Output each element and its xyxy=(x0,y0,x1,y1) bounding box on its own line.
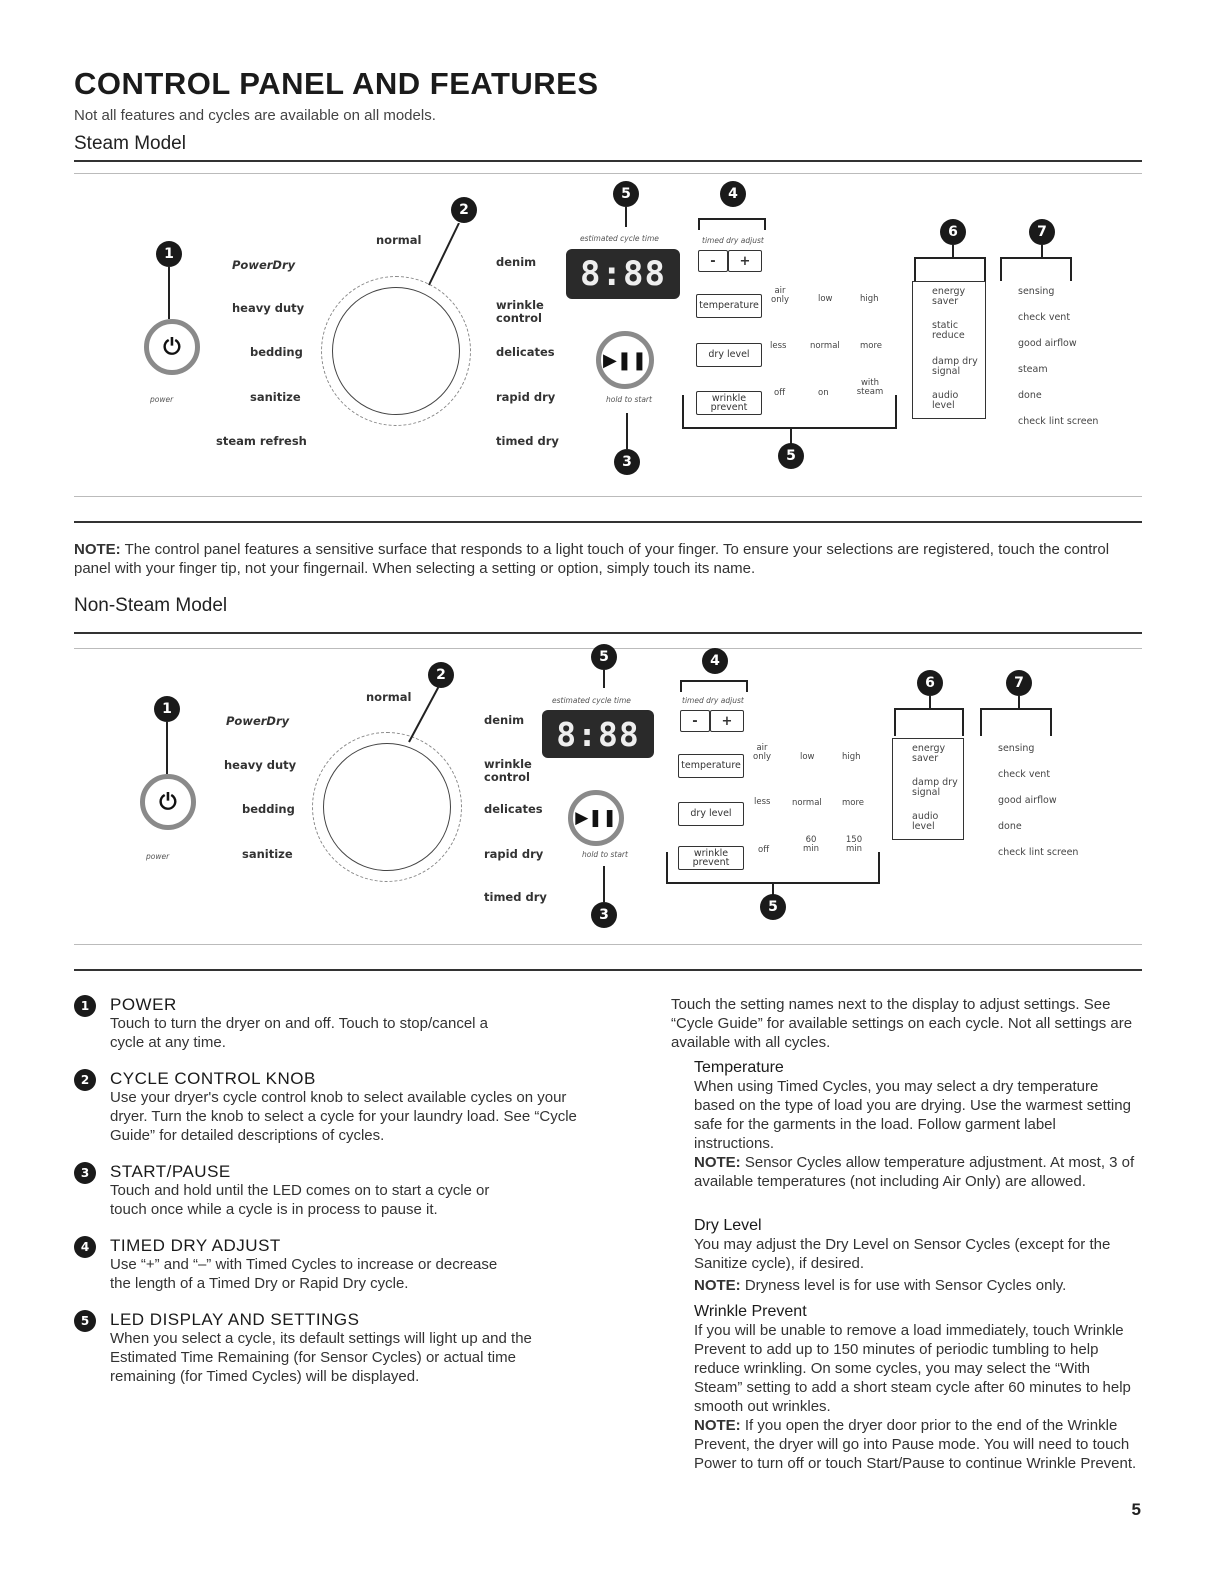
option-damp-dry-signal[interactable]: damp dry signal xyxy=(912,777,958,798)
dry-level-heading: Dry Level xyxy=(694,1217,762,1234)
callout-badge-5: 5 xyxy=(760,894,786,920)
status-check-vent: check vent xyxy=(998,769,1051,780)
callout-line xyxy=(764,218,766,230)
power-button[interactable] xyxy=(144,319,200,375)
cycle-wrinkle-control[interactable]: wrinkle control xyxy=(484,757,532,784)
status-check-lint-screen: check lint screen xyxy=(998,847,1079,858)
start-caption: hold to start xyxy=(606,395,652,404)
feature-text: Touch and hold until the LED comes on to start a cycle or touch once while a cycle is in process to pause it. xyxy=(110,1182,490,1218)
wrinkle-option-on[interactable]: on xyxy=(818,388,829,398)
callout-badge-5: 5 xyxy=(778,443,804,469)
option-energy-saver[interactable]: energy saver xyxy=(912,743,946,764)
timed-dry-caption: timed dry adjust xyxy=(702,236,764,245)
dry-option-less[interactable]: less xyxy=(770,341,787,351)
timed-dry-minus-button[interactable]: - xyxy=(698,250,728,272)
feature-number-badge: 1 xyxy=(74,995,96,1017)
timed-dry-plus-button[interactable]: + xyxy=(728,250,762,272)
feature-led-display xyxy=(74,1310,594,1386)
cycle-powerdry[interactable]: PowerDry xyxy=(226,714,290,728)
temp-option-high[interactable]: high xyxy=(860,294,879,304)
page-title: CONTROL PANEL AND FEATURES xyxy=(74,66,599,101)
dry-option-normal[interactable]: normal xyxy=(792,798,822,808)
start-pause-button[interactable] xyxy=(568,790,624,846)
temperature-heading: Temperature xyxy=(694,1059,784,1076)
dry-option-more[interactable]: more xyxy=(842,798,865,808)
note-label: NOTE: xyxy=(74,541,121,558)
note-paragraph xyxy=(74,540,1142,578)
wrinkle-option-150-min[interactable]: 150 min xyxy=(845,835,863,854)
power-label: power xyxy=(150,395,174,404)
feature-cycle-control-knob xyxy=(74,1069,594,1145)
callout-line xyxy=(698,218,700,230)
callout-line xyxy=(952,245,954,257)
wrinkle-prevent-note: If you open the dryer door prior to the end of the Wrinkle Prevent, the dryer will go into Pause mode. You will need to touch Power to turn off or touch Start/Pause to continue Wrinkle Prevent. xyxy=(694,1417,1137,1472)
callout-badge-3: 3 xyxy=(614,449,640,475)
play-pause-icon: ▶❚❚ xyxy=(602,349,647,371)
callout-badge-4: 4 xyxy=(702,648,728,674)
callout-bracket xyxy=(698,218,766,220)
wrinkle-option-60-min[interactable]: 60 min xyxy=(802,835,820,854)
feature-title: LED DISPLAY AND SETTINGS xyxy=(110,1310,360,1329)
cycle-denim[interactable]: denim xyxy=(484,713,525,727)
temp-option-high[interactable]: high xyxy=(842,752,861,762)
dry-level-button[interactable]: dry level xyxy=(696,343,762,367)
wrinkle-prevent-button[interactable]: wrinkle prevent xyxy=(696,391,762,415)
callout-badge-2: 2 xyxy=(451,197,477,223)
callout-badge-3: 3 xyxy=(591,902,617,928)
callout-line xyxy=(666,852,668,884)
callout-line xyxy=(895,395,897,429)
timed-dry-plus-button[interactable]: + xyxy=(710,710,744,732)
callout-badge-5-top: 5 xyxy=(591,644,617,670)
feature-title: START/PAUSE xyxy=(110,1162,231,1181)
timed-dry-minus-button[interactable]: - xyxy=(680,710,710,732)
callout-badge-6: 6 xyxy=(917,670,943,696)
callout-badge-7: 7 xyxy=(1006,670,1032,696)
panel-bottom-edge xyxy=(74,496,1142,497)
cycle-normal[interactable]: normal xyxy=(376,233,422,247)
status-sensing: sensing xyxy=(998,743,1035,754)
cycle-powerdry[interactable]: PowerDry xyxy=(232,258,296,272)
status-sensing: sensing xyxy=(1018,286,1055,297)
feature-number-badge: 2 xyxy=(74,1069,96,1091)
settings-intro: Touch the setting names next to the display to adjust settings. See “Cycle Guide” for available settings on each cycle. Not all settings are available with all cycles. xyxy=(671,996,1133,1051)
power-label: power xyxy=(146,852,170,861)
status-done: done xyxy=(998,821,1022,832)
callout-badge-6: 6 xyxy=(940,219,966,245)
non-steam-model-heading: Non-Steam Model xyxy=(74,595,228,616)
wrinkle-prevent-heading: Wrinkle Prevent xyxy=(694,1303,807,1320)
wrinkle-prevent-section xyxy=(694,1302,1140,1473)
cycle-steam-refresh[interactable]: steam refresh xyxy=(216,434,307,448)
page-subtitle: Not all features and cycles are available on all models. xyxy=(74,107,436,124)
feature-text: Use your dryer's cycle control knob to select available cycles on your dryer. Turn the knob to select a cycle for your laundry load. See “Cycle Guide” for detailed descriptions of cycles. xyxy=(110,1089,577,1144)
led-display: 8:88 xyxy=(542,710,654,758)
status-done: done xyxy=(1018,390,1042,401)
temp-option-low[interactable]: low xyxy=(800,752,815,762)
callout-line xyxy=(680,680,682,692)
callout-line xyxy=(984,257,986,281)
callout-line xyxy=(1041,245,1043,257)
non-steam-control-panel xyxy=(74,640,1142,970)
cycle-timed-dry[interactable]: timed dry xyxy=(484,890,547,904)
callout-line xyxy=(1018,696,1020,708)
led-display: 8:88 xyxy=(566,249,680,299)
temp-option-air-only[interactable]: air only xyxy=(771,286,789,305)
cycle-normal[interactable]: normal xyxy=(366,690,412,704)
callout-line xyxy=(1070,257,1072,281)
callout-line xyxy=(980,708,982,736)
steam-model-heading: Steam Model xyxy=(74,133,186,154)
callout-bracket xyxy=(980,708,1052,710)
temp-option-air-only[interactable]: air only xyxy=(753,743,771,762)
divider xyxy=(74,632,1142,634)
cycle-rapid-dry[interactable]: rapid dry xyxy=(484,847,544,861)
status-steam: steam xyxy=(1018,364,1048,375)
feature-title: POWER xyxy=(110,995,177,1014)
power-button[interactable] xyxy=(140,774,196,830)
callout-badge-5-top: 5 xyxy=(613,181,639,207)
divider xyxy=(74,969,1142,971)
note-label: NOTE: xyxy=(694,1417,741,1434)
option-damp-dry-signal[interactable]: damp dry signal xyxy=(932,356,978,377)
power-icon: ⏻ xyxy=(163,334,181,360)
callout-badge-1: 1 xyxy=(154,696,180,722)
dry-level-note: Dryness level is for use with Sensor Cycles only. xyxy=(744,1277,1067,1294)
feature-start-pause xyxy=(74,1162,594,1219)
callout-line xyxy=(929,696,931,708)
feature-number-badge: 5 xyxy=(74,1310,96,1332)
cycle-delicates[interactable]: delicates xyxy=(484,802,543,816)
temperature-button[interactable]: temperature xyxy=(696,294,762,318)
feature-number-badge: 3 xyxy=(74,1162,96,1184)
callout-line xyxy=(166,722,168,774)
callout-line xyxy=(914,257,916,281)
callout-line xyxy=(603,670,605,688)
callout-line xyxy=(603,866,605,902)
start-caption: hold to start xyxy=(582,850,628,859)
feature-text: Use “+” and “–” with Timed Cycles to increase or decrease the length of a Timed Dry or Rapid Dry cycle. xyxy=(110,1256,498,1292)
wrinkle-prevent-button[interactable]: wrinkle prevent xyxy=(678,846,744,870)
temperature-note: Sensor Cycles allow temperature adjustment. At most, 3 of available temperatures (not including Air Only) are allowed. xyxy=(694,1154,1135,1190)
cycle-control-knob[interactable] xyxy=(323,743,451,871)
feature-text: Touch to turn the dryer on and off. Touch to stop/cancel a cycle at any time. xyxy=(110,1015,489,1051)
cycle-wrinkle-control[interactable]: wrinkle control xyxy=(496,298,544,325)
status-good-airflow: good airflow xyxy=(1018,338,1077,349)
feature-timed-dry-adjust xyxy=(74,1236,594,1293)
feature-power xyxy=(74,995,594,1052)
option-static-reduce[interactable]: static reduce xyxy=(932,320,965,341)
play-pause-icon: ▶❚❚ xyxy=(575,808,617,828)
cycle-rapid-dry[interactable]: rapid dry xyxy=(496,390,556,404)
cycle-delicates[interactable]: delicates xyxy=(496,345,555,359)
callout-line xyxy=(878,852,880,884)
callout-line xyxy=(1050,708,1052,736)
cycle-denim[interactable]: denim xyxy=(496,255,537,269)
callout-line xyxy=(746,680,748,692)
callout-bracket xyxy=(680,680,748,682)
callout-line xyxy=(625,207,627,227)
dry-option-less[interactable]: less xyxy=(754,797,771,807)
callout-line xyxy=(1000,257,1002,281)
temp-option-low[interactable]: low xyxy=(818,294,833,304)
dry-level-button[interactable]: dry level xyxy=(678,802,744,826)
status-check-vent: check vent xyxy=(1018,312,1071,323)
dry-level-text: You may adjust the Dry Level on Sensor Cycles (except for the Sanitize cycle), if desired. xyxy=(694,1236,1111,1272)
wrinkle-option-with-steam[interactable]: with steam xyxy=(856,378,884,397)
page-number: 5 xyxy=(1131,1500,1141,1519)
callout-line xyxy=(168,267,170,319)
callout-line xyxy=(682,395,684,429)
temperature-button[interactable]: temperature xyxy=(678,754,744,778)
callout-line xyxy=(424,223,464,288)
cycle-sanitize[interactable]: sanitize xyxy=(242,847,293,861)
note-label: NOTE: xyxy=(694,1277,741,1294)
callout-line xyxy=(626,413,628,449)
divider xyxy=(74,160,1142,162)
timed-dry-caption: timed dry adjust xyxy=(682,696,744,705)
status-check-lint-screen: check lint screen xyxy=(1018,416,1099,427)
note-label: NOTE: xyxy=(694,1154,741,1171)
callout-line xyxy=(894,708,896,736)
callout-bracket xyxy=(894,708,964,710)
cycle-timed-dry[interactable]: timed dry xyxy=(496,434,559,448)
option-audio-level[interactable]: audio level xyxy=(932,390,959,411)
steam-control-panel xyxy=(74,173,1142,503)
cycle-heavy-duty[interactable]: heavy duty xyxy=(232,301,305,315)
option-audio-level[interactable]: audio level xyxy=(912,811,939,832)
option-energy-saver[interactable]: energy saver xyxy=(932,286,966,307)
feature-number-badge: 4 xyxy=(74,1236,96,1258)
cycle-control-knob[interactable] xyxy=(332,287,460,415)
wrinkle-option-off[interactable]: off xyxy=(774,388,786,398)
wrinkle-prevent-text: If you will be unable to remove a load immediately, touch Wrinkle Prevent to add up to 150 minutes of periodic tumbling to help reduce wrinkling. On some cycles, you may select the “With Steam” setting to add a short steam cycle after 60 minutes to help smooth out wrinkles. xyxy=(694,1322,1131,1415)
callout-badge-4: 4 xyxy=(720,181,746,207)
callout-bracket xyxy=(1000,257,1072,259)
cycle-bedding[interactable]: bedding xyxy=(242,802,295,816)
callout-badge-2: 2 xyxy=(428,662,454,688)
start-pause-button[interactable] xyxy=(596,331,654,389)
callout-badge-1: 1 xyxy=(156,241,182,267)
panel-bottom-edge xyxy=(74,944,1142,945)
display-caption: estimated cycle time xyxy=(580,234,659,243)
feature-title: TIMED DRY ADJUST xyxy=(110,1236,281,1255)
callout-line xyxy=(962,708,964,736)
display-caption: estimated cycle time xyxy=(552,696,631,705)
wrinkle-option-off[interactable]: off xyxy=(758,845,770,855)
feature-title: CYCLE CONTROL KNOB xyxy=(110,1069,316,1088)
callout-badge-7: 7 xyxy=(1029,219,1055,245)
dry-level-section xyxy=(694,1216,1140,1295)
divider xyxy=(74,521,1142,523)
dry-option-more[interactable]: more xyxy=(860,341,883,351)
temperature-text: When using Timed Cycles, you may select a dry temperature based on the type of load you are drying. Use the warmest setting safe for the garments in the load. Follow garment label instructions. xyxy=(694,1078,1131,1152)
temperature-section xyxy=(694,1058,1140,1191)
dry-option-normal[interactable]: normal xyxy=(810,341,840,351)
note-text: The control panel features a sensitive surface that responds to a light touch of your finger. To ensure your selections are registered, touch the control panel with your finger tip, not your fingernail. When selecting a setting or option, simply touch its name. xyxy=(74,541,1110,577)
feature-text: When you select a cycle, its default settings will light up and the Estimated Time Remaining (for Sensor Cycles) or actual time remaining (for Timed Cycles) will be displayed. xyxy=(110,1330,532,1385)
callout-bracket xyxy=(914,257,986,259)
status-good-airflow: good airflow xyxy=(998,795,1057,806)
cycle-bedding[interactable]: bedding xyxy=(250,345,303,359)
power-icon: ⏻ xyxy=(159,789,177,815)
cycle-sanitize[interactable]: sanitize xyxy=(250,390,301,404)
cycle-heavy-duty[interactable]: heavy duty xyxy=(224,758,297,772)
callout-line xyxy=(404,686,444,746)
